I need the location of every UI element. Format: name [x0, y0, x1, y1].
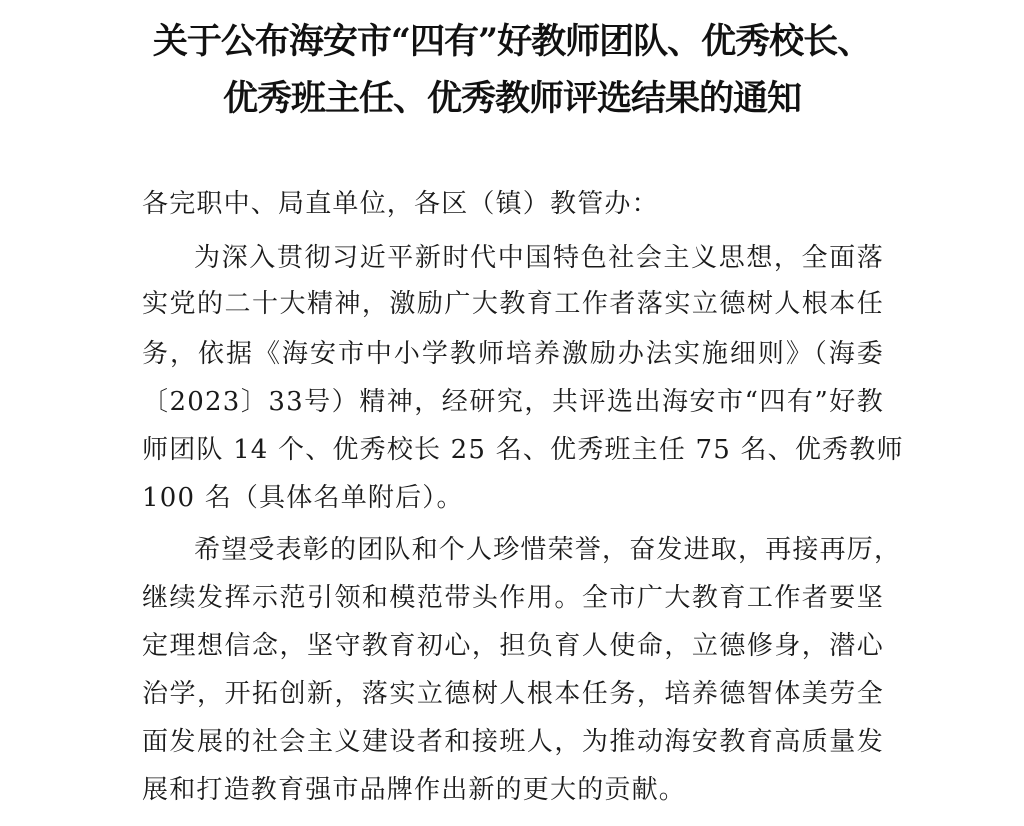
paragraph-1-line-2: 实党的二十大精神，激励广大教育工作者落实立德树人根本任	[142, 289, 884, 319]
paragraph-1-line-3: 务，依据《海安市中小学教师培养激励办法实施细则》（海委	[142, 339, 884, 369]
notice-title-line-1: 关于公布海安市“四有”好教师团队、优秀校长、	[152, 21, 872, 62]
paragraph-2-line-6: 展和打造教育强市品牌作出新的更大的贡献。	[142, 775, 687, 805]
paragraph-1-line-6: 100 名（具体名单附后）。	[142, 483, 464, 513]
paragraph-1-line-4: 〔2023〕33号）精神，经研究，共评选出海安市“四有”好教	[142, 387, 884, 417]
paragraph-2-line-4: 治学，开拓创新，落实立德树人根本任务，培养德智体美劳全	[142, 679, 884, 709]
paragraph-1-line-1: 为深入贯彻习近平新时代中国特色社会主义思想，全面落	[194, 243, 884, 273]
notice-title-line-2: 优秀班主任、优秀教师评选结果的通知	[222, 78, 801, 119]
salutation: 各完职中、局直单位，各区（镇）教管办：	[142, 189, 659, 219]
paragraph-2-line-3: 定理想信念，坚守教育初心，担负育人使命，立德修身，潜心	[142, 631, 884, 661]
paragraph-2-line-5: 面发展的社会主义建设者和接班人，为推动海安教育高质量发	[142, 727, 884, 757]
paragraph-1-line-5: 师团队 14 个、优秀校长 25 名、优秀班主任 75 名、优秀教师	[142, 435, 904, 465]
paragraph-2-line-1: 希望受表彰的团队和个人珍惜荣誉，奋发进取，再接再厉，	[194, 535, 902, 565]
paragraph-2-line-2: 继续发挥示范引领和模范带头作用。全市广大教育工作者要坚	[142, 583, 884, 613]
